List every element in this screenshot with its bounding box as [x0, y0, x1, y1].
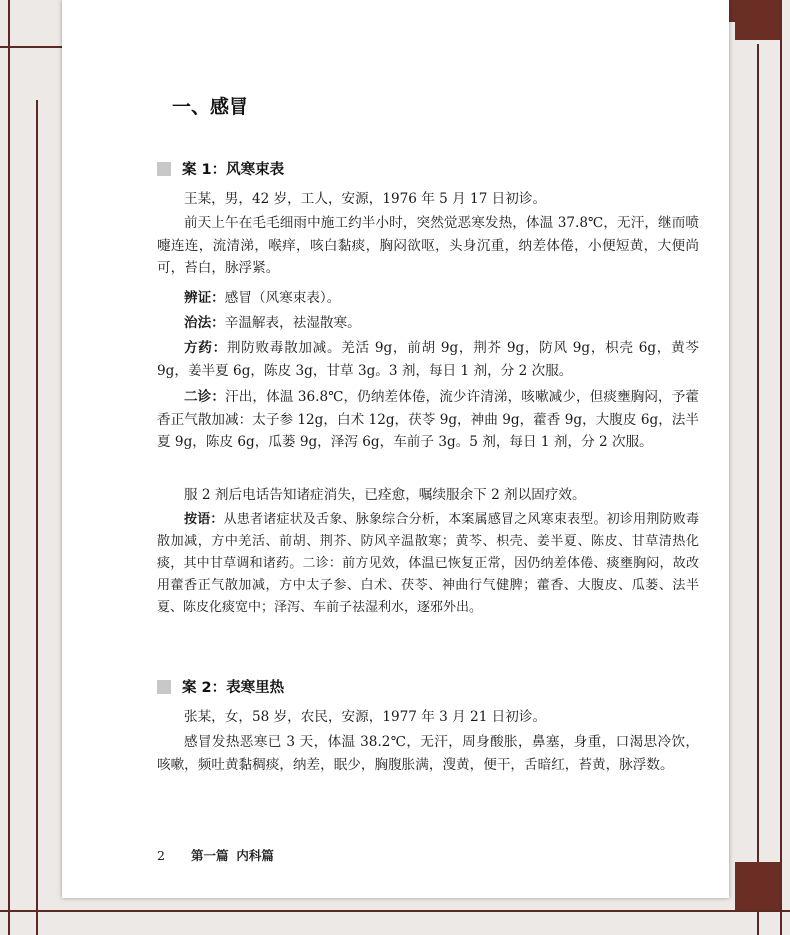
- case1-formula: [157, 337, 699, 382]
- case2-history: 感冒发热恶寒已 3 天，体温 38.2℃，无汗，周身酸胀，鼻塞，身重，口渴思冷饮，咳嗽，频吐黄黏稠痰，纳差，眠少，胸腹胀满，溲黄，便干，舌暗红，苔黄，脉浮数。: [157, 734, 699, 773]
- corner-block-right-bar: [729, 0, 735, 22]
- case1-commentary: [157, 509, 699, 619]
- case1-method: [157, 312, 699, 335]
- case1-diagnosis: [157, 287, 699, 310]
- part-label: 第一篇: [190, 848, 229, 863]
- case1-second-visit: [157, 386, 699, 454]
- diagnosis-label: 辨证：: [184, 290, 225, 306]
- corner-block-bottom-right: [735, 862, 780, 910]
- frame-line-left-outer: [8, 0, 10, 935]
- page-number: 2: [157, 848, 165, 863]
- case1-heading: [157, 158, 284, 179]
- case2-heading: [157, 676, 284, 697]
- section-label: 内科篇: [236, 848, 274, 863]
- second-visit-text: 汗出，体温 36.8℃，仍纳差体倦，流少许清涕，咳嗽减少，但痰壅胸闷，予藿香正气散加减：太子参 12g，白术 12g，茯苓 9g，神曲 9g，藿香 9g，大腹皮 6g，法半夏 9g，陈皮 6g，瓜蒌 9g，泽泻 6g，车前子 3g。5 剂，每日 1 剂，分 2 次服。: [157, 389, 700, 451]
- case1-followup: 服 2 剂后电话告知诸症消失，已痊愈，嘱续服余下 2 剂以固疗效。: [184, 487, 586, 503]
- commentary-text: 从患者诸症状及舌象、脉象综合分析，本案属感冒之风寒束表型。初诊用荆防败毒散加减，方中羌活、前胡、荆芥、防风辛温散寒；黄芩、枳壳、姜半夏、陈皮、甘草清热化痰，其中甘草调和诸药。二诊：前方见效，体温已恢复正常，因仍纳差体倦、痰壅胸闷，故改用藿香正气散加减，方中太子参、白术、茯苓、神曲行气健脾；藿香、大腹皮、瓜蒌、法半夏、陈皮化痰宽中；泽泻、车前子祛湿利水，逐邪外出。: [157, 512, 699, 615]
- case2-patient-info: 张某，女，58 岁，农民，安源，1977 年 3 月 21 日初诊。: [184, 709, 547, 725]
- frame-line-right-outer: [780, 0, 782, 935]
- frame-line-bottom: [0, 910, 790, 912]
- square-bullet-icon: [157, 680, 171, 694]
- chapter-title: 一、感冒: [172, 96, 249, 118]
- frame-line-right-inner: [757, 44, 759, 935]
- second-visit-label: 二诊：: [184, 389, 226, 405]
- frame-line-top: [0, 46, 62, 48]
- frame-line-left-inner: [36, 100, 38, 935]
- method-text: 辛温解表，祛湿散寒。: [224, 315, 361, 331]
- formula-label: 方药：: [184, 340, 227, 356]
- square-bullet-icon: [157, 162, 171, 176]
- commentary-label: 按语：: [184, 512, 224, 527]
- case1-history: 前天上午在毛毛细雨中施工约半小时，突然觉恶寒发热，体温 37.8℃，无汗，继而喷嚏连连，流清涕，喉痒，咳白黏痰，胸闷欲呕，头身沉重，纳差体倦，小便短黄，大便尚可，苔白，脉浮紧。: [157, 215, 699, 277]
- case1-heading-text: 案 1：风寒束表: [182, 162, 285, 178]
- diagnosis-text: 感冒（风寒束表）。: [224, 290, 341, 306]
- method-label: 治法：: [184, 315, 225, 331]
- case2-heading-text: 案 2：表寒里热: [182, 680, 285, 696]
- corner-block-top-right: [735, 0, 780, 40]
- book-page: [62, 0, 729, 898]
- case1-patient-info: 王某，男，42 岁，工人，安源，1976 年 5 月 17 日初诊。: [184, 191, 547, 207]
- formula-text: 荆防败毒散加减。羌活 9g，前胡 9g，荆芥 9g，防风 9g，枳壳 6g，黄芩 9g，姜半夏 6g，陈皮 3g，甘草 3g。3 剂，每日 1 剂，分 2 次服。: [157, 340, 699, 379]
- page-footer: [157, 846, 274, 864]
